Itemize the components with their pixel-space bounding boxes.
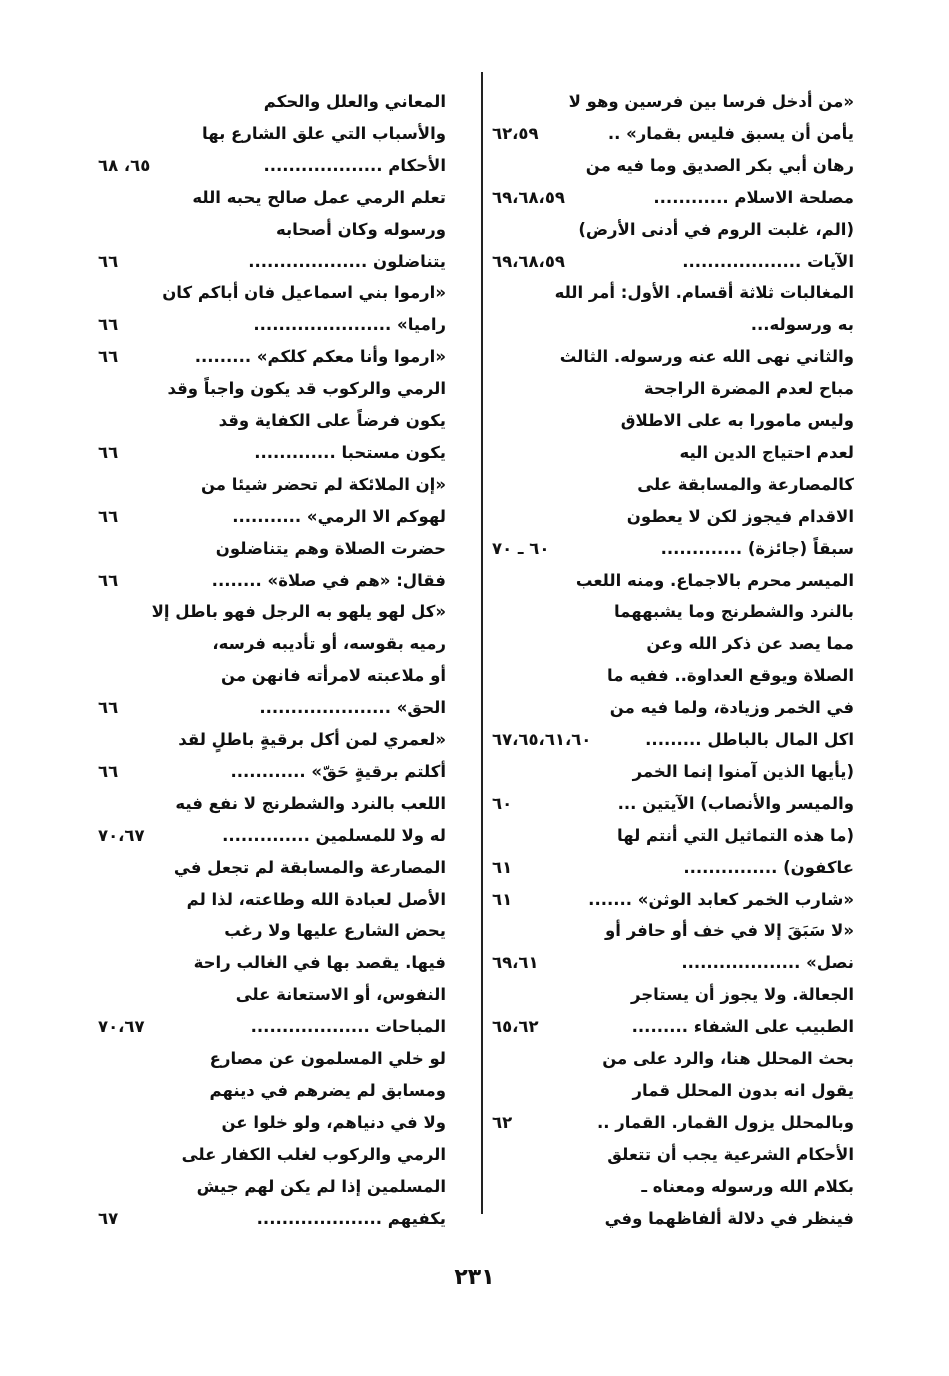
index-entry-text: «شارب الخمر كعابد الوثن» ....... bbox=[588, 889, 854, 909]
index-line bbox=[492, 884, 854, 916]
index-line bbox=[98, 947, 446, 979]
index-page-refs: ٦٦ bbox=[98, 761, 119, 781]
index-line bbox=[492, 182, 854, 214]
index-line bbox=[98, 820, 446, 852]
index-page-refs: ٦٥،٦٢ bbox=[492, 1017, 539, 1037]
index-entry-text: الرمي والركوب لغلب الكفار على bbox=[181, 1144, 446, 1164]
index-line bbox=[98, 979, 446, 1011]
index-line bbox=[98, 501, 446, 533]
index-line bbox=[98, 437, 446, 469]
index-line bbox=[98, 788, 446, 820]
index-entry-text: يكون مستحبا ............. bbox=[254, 442, 446, 462]
index-page-refs: ٦٠ bbox=[492, 793, 513, 813]
index-entry-text: الميسر محرم بالاجماع. ومنه اللعب bbox=[575, 570, 854, 590]
index-entry-text: لهوكم الا الرمي» ........... bbox=[232, 506, 446, 526]
index-line bbox=[98, 309, 446, 341]
index-entry-text: فقال: «هم في صلاة» ........ bbox=[211, 570, 446, 590]
index-entry-text: بالنرد والشطرنج وما يشبههما bbox=[613, 602, 854, 622]
index-entry-text: تعلم الرمي عمل صالح يحبه الله bbox=[192, 187, 446, 207]
index-page-refs: ٦٢ bbox=[492, 1112, 513, 1132]
index-line bbox=[492, 373, 854, 405]
index-line bbox=[98, 915, 446, 947]
index-line bbox=[98, 596, 446, 628]
index-line bbox=[492, 533, 854, 565]
index-line bbox=[492, 277, 854, 309]
index-line bbox=[98, 533, 446, 565]
index-entry-text: كالمصارعة والمسابقة على bbox=[637, 474, 854, 494]
index-line bbox=[492, 1043, 854, 1075]
index-entry-text: الأصل لعبادة الله وطاعته، لذا لم bbox=[186, 889, 446, 909]
index-line bbox=[98, 1171, 446, 1203]
index-entry-text: بكلام الله ورسوله ومعناه ـ bbox=[641, 1176, 854, 1196]
index-entry-text: (ما هذه التماثيل التي أنتم لها bbox=[617, 825, 854, 845]
index-line bbox=[492, 86, 854, 118]
index-page-refs: ٧٠،٦٧ bbox=[98, 1017, 145, 1037]
index-entry-text: «من أدخل فرسا بين فرسين وهو لا bbox=[568, 92, 854, 111]
index-entry-text: رميه بقوسه، أو تأديبه فرسه، bbox=[212, 634, 446, 654]
index-line bbox=[98, 469, 446, 501]
index-entry-text: ولا في دنياهم، ولو خلوا عن bbox=[221, 1112, 446, 1132]
index-entry-text: «كل لهو يلهو به الرجل فهو باطل إلا bbox=[151, 602, 446, 622]
index-page-refs: ٦٩،٦٨،٥٩ bbox=[492, 251, 565, 271]
index-entry-text: الآيات ................... bbox=[682, 251, 854, 271]
index-line bbox=[492, 1011, 854, 1043]
index-entry-text: سبقاً (جائزة) ............. bbox=[660, 538, 854, 558]
index-line bbox=[98, 118, 446, 150]
index-page-refs: ٧٠،٦٧ bbox=[98, 825, 145, 845]
index-line bbox=[492, 405, 854, 437]
index-page-refs: ٦٦ bbox=[98, 315, 119, 335]
index-line bbox=[98, 692, 446, 724]
index-line bbox=[492, 118, 854, 150]
index-page-refs: ٦٦ bbox=[98, 442, 119, 462]
index-entry-text: حضرت الصلاة وهم يتناضلون bbox=[215, 538, 446, 558]
index-line bbox=[98, 565, 446, 597]
index-entry-text: المسلمين إذا لم يكن لهم جيش bbox=[196, 1176, 446, 1196]
index-entry-text: مصلحة الاسلام ............ bbox=[653, 187, 854, 207]
index-entry-text: أو ملاعبته لامرأته فانهن من bbox=[220, 666, 446, 686]
index-entry-text: الأحكام ................... bbox=[263, 155, 446, 175]
index-entry-text: يكون فرضاً على الكفاية وقد bbox=[218, 411, 446, 430]
index-line bbox=[98, 1043, 446, 1075]
index-line bbox=[492, 1139, 854, 1171]
index-entry-text: المصارعة والمسابقة لم تجعل في bbox=[173, 857, 446, 877]
index-line bbox=[492, 309, 854, 341]
index-entry-text: يكفيهم .................... bbox=[256, 1208, 446, 1228]
index-line bbox=[492, 852, 854, 884]
index-line bbox=[492, 724, 854, 756]
index-line bbox=[492, 437, 854, 469]
index-entry-text: راميا» ...................... bbox=[253, 315, 446, 335]
index-line bbox=[492, 788, 854, 820]
index-entry-text: الطبيب على الشفاء ......... bbox=[631, 1017, 854, 1037]
index-entry-text: والميسر والأنصاب) الآيتين ... bbox=[617, 793, 854, 813]
index-entry-text: المغالبات ثلاثة أقسام. الأول: أمر الله bbox=[554, 283, 854, 303]
index-page-refs: ٦٦ bbox=[98, 506, 119, 526]
index-page-refs: ٦١ bbox=[492, 857, 513, 877]
index-line bbox=[492, 915, 854, 947]
index-entry-text: لو خلي المسلمون عن مصارع bbox=[209, 1049, 446, 1068]
index-entry-text: نصل» ................... bbox=[681, 953, 854, 973]
index-line bbox=[98, 628, 446, 660]
index-entry-text: ورسوله وكان أصحابه bbox=[275, 219, 446, 239]
index-page-refs: ٦٦ bbox=[98, 251, 119, 271]
index-entry-text: الحق» ..................... bbox=[259, 698, 446, 718]
index-page-refs: ٦١ bbox=[492, 889, 513, 909]
index-line bbox=[492, 469, 854, 501]
index-entry-text: ومسابق لم يضرهم في دينهم bbox=[209, 1080, 446, 1100]
index-line bbox=[98, 724, 446, 756]
index-entry-text: والثاني نهى الله عنه ورسوله. الثالث bbox=[559, 347, 854, 367]
index-entry-text: «ارموا بني اسماعيل فان أباكم كان bbox=[162, 283, 446, 303]
index-page-refs: ٦٢،٥٩ bbox=[492, 123, 539, 143]
index-entry-text: عاكفون) ............... bbox=[683, 857, 854, 877]
index-entry-text: «لعمري لمن أكل برقيةٍ باطلٍ لقد bbox=[178, 730, 446, 749]
index-line bbox=[492, 246, 854, 278]
index-entry-text: يتناضلون ................... bbox=[248, 251, 446, 271]
index-entry-text: رهان أبي بكر الصديق وما فيه من bbox=[585, 155, 854, 175]
index-entry-text: يأمن أن يسبق فليس بقمار» .. bbox=[607, 123, 854, 143]
index-line bbox=[492, 1203, 854, 1235]
index-line bbox=[98, 884, 446, 916]
index-line bbox=[98, 1203, 446, 1235]
index-entry-text: (الم، غلبت الروم في أدنى الأرض) bbox=[578, 219, 854, 239]
index-page-refs: ٦٦ bbox=[98, 570, 119, 590]
index-line bbox=[98, 277, 446, 309]
index-line bbox=[98, 246, 446, 278]
index-entry-text: به ورسوله... bbox=[750, 315, 854, 335]
index-entry-text: يقول انه بدون المحلل قمار bbox=[632, 1080, 854, 1100]
index-column-right bbox=[492, 0, 854, 1240]
index-entry-text: اللعب بالنرد والشطرنج لا نفع فيه bbox=[175, 793, 446, 813]
index-entry-text: وليس مامورا به على الاطلاق bbox=[620, 411, 854, 430]
index-entry-text: فينظر في دلالة ألفاظهما وفي bbox=[604, 1208, 854, 1228]
index-entry-text: بحث المحلل هنا، والرد على من bbox=[602, 1049, 854, 1068]
column-divider bbox=[481, 72, 483, 1214]
index-entry-text: الرمي والركوب قد يكون واجباً وقد bbox=[167, 379, 446, 399]
index-page-refs: ٦٩،٦٨،٥٩ bbox=[492, 187, 565, 207]
index-entry-text: مما يصد عن ذكر الله وعن bbox=[646, 634, 854, 654]
index-line bbox=[492, 501, 854, 533]
index-line bbox=[492, 596, 854, 628]
index-line bbox=[98, 373, 446, 405]
index-line bbox=[492, 341, 854, 373]
index-entry-text: فيها. يقصد بها في الغالب راحة bbox=[193, 953, 446, 973]
index-entry-text: وبالمحلل يزول القمار. القمار .. bbox=[596, 1112, 854, 1132]
index-line bbox=[492, 947, 854, 979]
index-line bbox=[98, 1075, 446, 1107]
index-line bbox=[98, 1139, 446, 1171]
index-line bbox=[492, 660, 854, 692]
index-line bbox=[98, 182, 446, 214]
index-entry-text: «ارموا وأنا معكم كلكم» ......... bbox=[194, 347, 446, 367]
index-line bbox=[492, 979, 854, 1011]
index-line bbox=[98, 214, 446, 246]
index-page-refs: ٦٥، ٦٨ bbox=[98, 155, 151, 175]
index-line bbox=[98, 150, 446, 182]
index-entry-text: لعدم احتياج الدين اليه bbox=[679, 442, 854, 462]
index-line bbox=[492, 1075, 854, 1107]
index-page-refs: ٦٧ bbox=[98, 1208, 119, 1228]
index-entry-text: والأسباب التي علق الشارع بها bbox=[202, 123, 446, 143]
index-entry-text: «لا سَبَقَ إلا في خف أو حافر أو bbox=[605, 921, 854, 941]
index-line bbox=[492, 214, 854, 246]
index-entry-text: يحض الشارع عليها ولا رغب bbox=[224, 921, 446, 941]
index-line bbox=[492, 150, 854, 182]
index-line bbox=[492, 565, 854, 597]
index-entry-text: أكلتم برقيةٍ حَقّ» ............ bbox=[230, 761, 446, 781]
index-column-left bbox=[98, 0, 446, 1240]
index-line bbox=[492, 628, 854, 660]
index-page-refs: ٦٠ ـ ٧٠ bbox=[492, 538, 550, 558]
index-entry-text: له ولا للمسلمين .............. bbox=[222, 825, 446, 845]
index-line bbox=[492, 692, 854, 724]
index-entry-text: النفوس، أو الاستعانة على bbox=[235, 985, 446, 1005]
index-entry-text: الجعالة. ولا يجوز أن يستاجر bbox=[631, 985, 854, 1005]
index-entry-text: الاقدام فيجوز لكن لا يعطون bbox=[626, 506, 854, 526]
index-line bbox=[98, 1011, 446, 1043]
index-page-refs: ٦٦ bbox=[98, 698, 119, 718]
index-entry-text: المعاني والعلل والحكم bbox=[263, 92, 446, 111]
index-line bbox=[492, 1107, 854, 1139]
index-line bbox=[492, 756, 854, 788]
index-entry-text: المباحات ................... bbox=[250, 1017, 446, 1037]
index-page-refs: ٦٩،٦١ bbox=[492, 953, 539, 973]
index-line bbox=[98, 756, 446, 788]
index-page-refs: ٦٧،٦٥،٦١،٦٠ bbox=[492, 730, 592, 749]
index-entry-text: (يأيها الذين آمنوا إنما الخمر bbox=[632, 761, 854, 781]
index-line bbox=[98, 405, 446, 437]
index-entry-text: الصلاة ويوقع العداوة.. ففيه ما bbox=[607, 666, 854, 686]
page-number: ٢٣١ bbox=[454, 1265, 495, 1290]
index-entry-text: في الخمر وزيادة، ولما فيه من bbox=[609, 698, 854, 718]
index-line bbox=[492, 820, 854, 852]
index-line bbox=[98, 341, 446, 373]
index-entry-text: «إن الملائكة لم تحضر شيئا من bbox=[200, 474, 446, 494]
index-line bbox=[98, 660, 446, 692]
index-line bbox=[492, 1171, 854, 1203]
index-entry-text: اكل المال بالباطل ......... bbox=[645, 730, 854, 749]
index-line bbox=[98, 1107, 446, 1139]
index-entry-text: مباح لعدم المضرة الراجحة bbox=[643, 379, 854, 399]
index-page-refs: ٦٦ bbox=[98, 347, 119, 367]
index-entry-text: الأحكام الشرعية يجب أن تتعلق bbox=[607, 1144, 854, 1164]
index-line bbox=[98, 86, 446, 118]
index-line bbox=[98, 852, 446, 884]
